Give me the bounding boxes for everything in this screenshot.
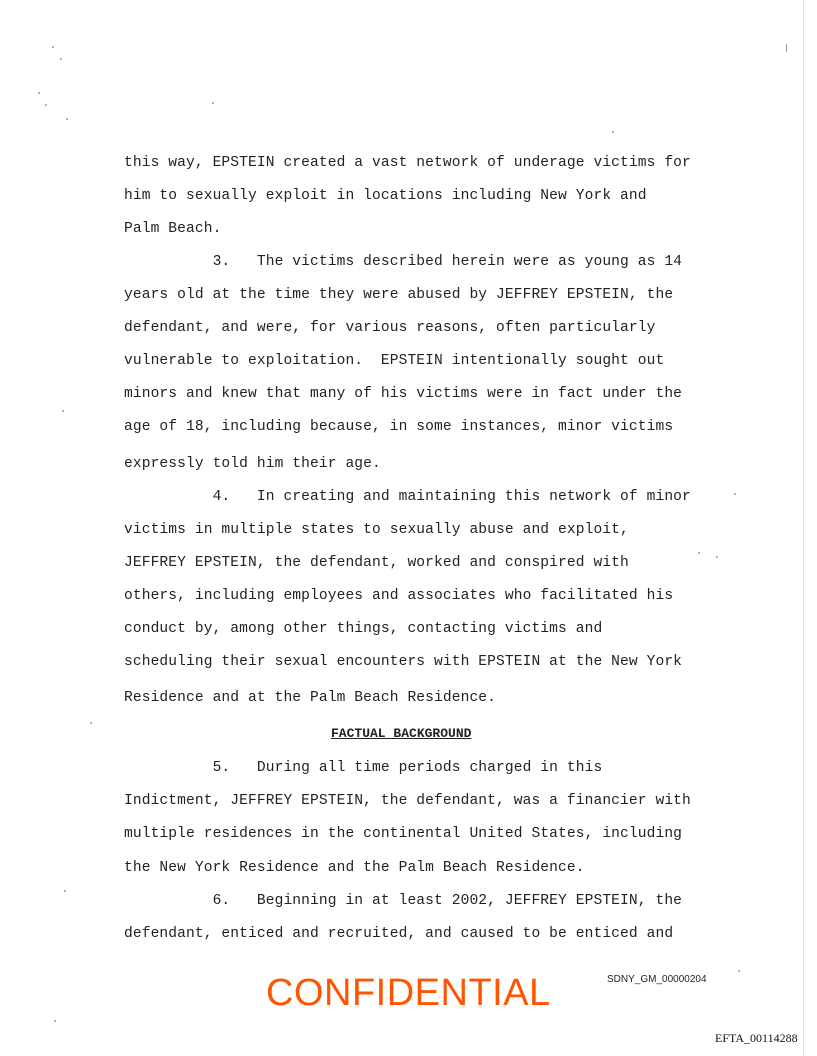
body-text-line: age of 18, including because, in some instances, minor victims [124,419,674,435]
scan-speck [62,410,64,412]
paragraph-6-start: 6. Beginning in at least 2002, JEFFREY EPSTEIN, the [124,893,683,909]
scan-speck [38,92,40,94]
body-text-line: Palm Beach. [124,221,222,237]
body-text-line: him to sexually exploit in locations including New York and [124,188,647,204]
body-text-line: Residence and at the Palm Beach Residence. [124,690,497,706]
body-text-line: years old at the time they were abused by JEFFREY EPSTEIN, the [124,287,674,303]
scan-speck [716,556,718,558]
body-text-line: others, including employees and associates who facilitated his [124,588,674,604]
scan-speck [52,46,54,48]
body-text-line: multiple residences in the continental United States, including [124,826,683,842]
scan-speck [64,890,66,892]
bates-number: SDNY_GM_00000204 [607,974,707,985]
scan-speck [90,722,92,724]
paragraph-4-start: 4. In creating and maintaining this network of minor [124,489,691,505]
body-text-line: this way, EPSTEIN created a vast network of underage victims for [124,155,691,171]
body-text-line: scheduling their sexual encounters with EPSTEIN at the New York [124,654,683,670]
body-text-line: expressly told him their age. [124,456,381,472]
body-text-line: vulnerable to exploitation. EPSTEIN intentionally sought out [124,353,665,369]
confidential-stamp: CONFIDENTIAL [266,972,551,1014]
body-text-line: victims in multiple states to sexually abuse and exploit, [124,522,629,538]
body-text-line: minors and knew that many of his victims were in fact under the [124,386,683,402]
scan-speck [45,104,47,106]
efta-number: EFTA_00114288 [715,1031,798,1045]
scan-speck [734,493,736,495]
scan-speck [66,118,68,120]
scan-speck [54,1020,56,1022]
section-heading: FACTUAL BACKGROUND [331,726,472,741]
scan-speck [698,552,700,554]
scan-speck [786,44,787,52]
scan-speck [738,970,740,972]
paragraph-3-start: 3. The victims described herein were as young as 14 [124,254,683,270]
body-text-line: conduct by, among other things, contacting victims and [124,621,603,637]
body-text-line: defendant, and were, for various reasons, often particularly [124,320,656,336]
paragraph-5-start: 5. During all time periods charged in this [124,760,603,776]
page-edge-line [803,0,804,1056]
scan-speck [60,58,62,60]
scan-speck [612,131,614,133]
body-text-line: Indictment, JEFFREY EPSTEIN, the defendant, was a financier with [124,793,691,809]
scan-speck [212,102,214,104]
body-text-line: the New York Residence and the Palm Beach Residence. [124,860,585,876]
body-text-line: defendant, enticed and recruited, and caused to be enticed and [124,926,674,942]
body-text-line: JEFFREY EPSTEIN, the defendant, worked and conspired with [124,555,629,571]
